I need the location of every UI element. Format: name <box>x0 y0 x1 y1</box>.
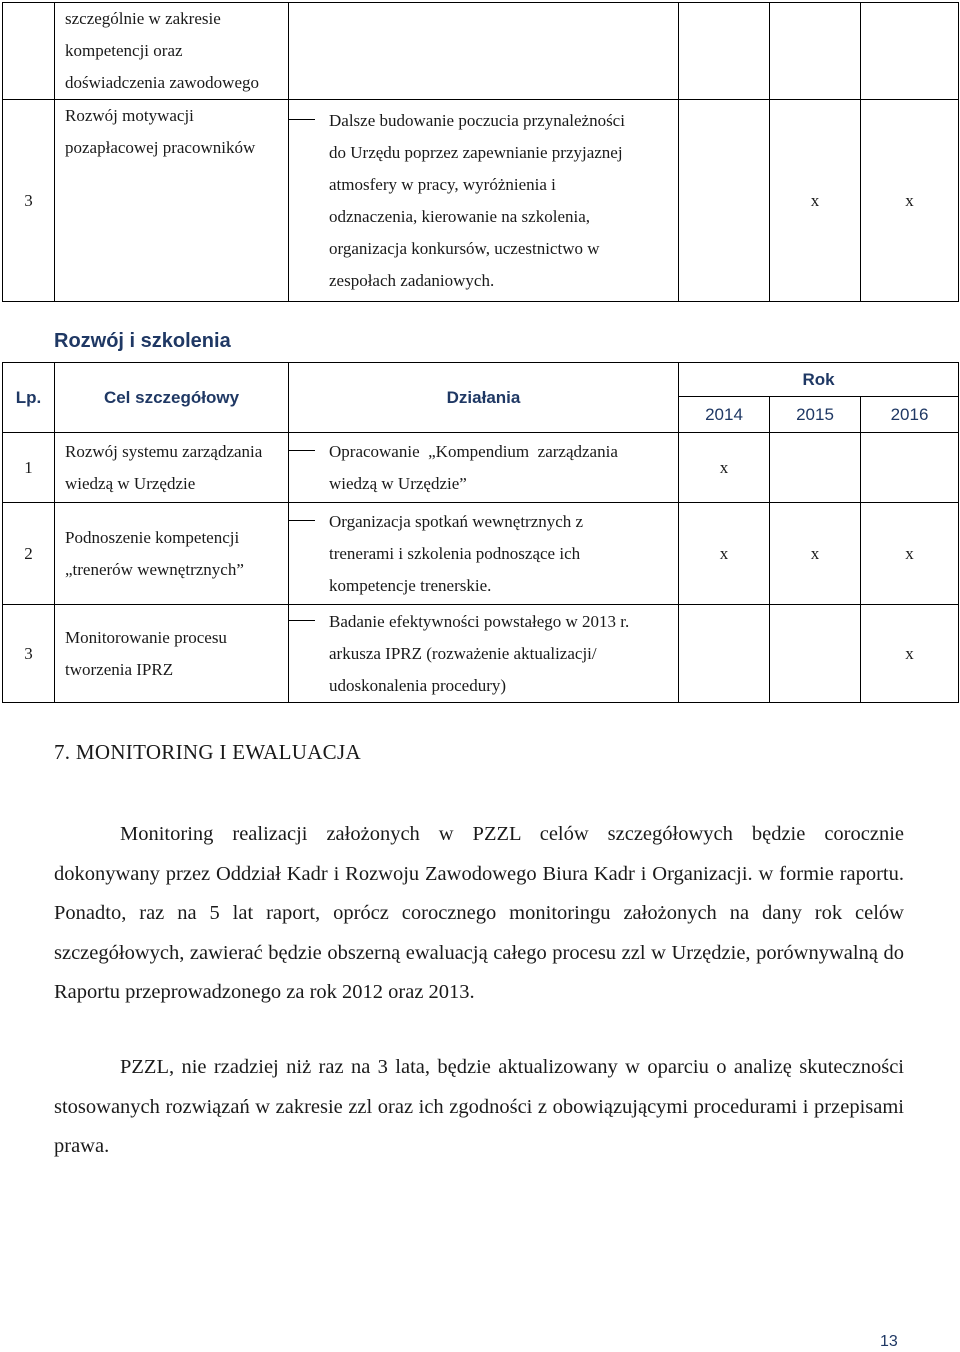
year-mark <box>770 433 861 503</box>
goal-cell <box>55 100 289 302</box>
goal-cell <box>55 433 289 503</box>
paragraph <box>54 1048 904 1167</box>
actions-cell <box>289 100 679 302</box>
paragraph-text: Monitoring realizacji założonych w PZZL celów szczegółowych będzie corocznie dokonywany przez Oddział Kadr i Rozwoju Zawodowego Biura Kadr i Organizacji. w formie raportu. Ponadto, raz na 5 lat raport, oprócz corocznego monitoringu założonych na dany rok celów szczegółowych, zawierać będzie obszerną ewaluacją całego procesu zzl w Urzędzie, porównywalną do Raportu przeprowadzonego za rok 2012 oraz 2013. <box>54 823 904 1003</box>
goal-line: Podnoszenie kompetencji <box>65 527 240 547</box>
year-mark: x <box>770 100 861 302</box>
top-table <box>2 2 959 302</box>
dash-bullet <box>289 436 329 468</box>
action-line: trenerami i szkolenia podnoszące ich <box>329 543 581 563</box>
year-mark <box>861 433 959 503</box>
goal-line: Rozwój systemu zarządzania <box>65 441 263 461</box>
table-row <box>3 433 959 503</box>
year-mark <box>679 605 770 703</box>
actions-header: Działania <box>289 363 679 433</box>
year-group-header: Rok <box>679 363 959 397</box>
year-mark <box>679 100 770 302</box>
goal-cell <box>55 503 289 605</box>
goal-line: Monitorowanie procesu <box>65 627 227 647</box>
goal-cell <box>55 3 289 100</box>
year-header: 2015 <box>770 397 861 433</box>
goal-line: wiedzą w Urzędzie <box>65 473 196 493</box>
goal-cell <box>55 605 289 703</box>
section-heading: Rozwój i szkolenia <box>54 330 231 352</box>
action-line: atmosfery w pracy, wyróżnienia i <box>329 174 556 194</box>
action-line: Badanie efektywności powstałego w 2013 r. <box>329 611 630 631</box>
dash-bullet <box>289 506 329 538</box>
action-line: Dalsze budowanie poczucia przynależności <box>329 110 625 130</box>
monitoring-heading: 7. MONITORING I EWALUACJA <box>54 740 361 764</box>
action-line: arkusza IPRZ (rozważenie aktualizacji/ <box>329 643 597 663</box>
goal-line: pozapłacowej pracowników <box>65 138 256 157</box>
table-row <box>3 100 959 302</box>
year-mark: x <box>861 503 959 605</box>
lp-header: Lp. <box>3 363 55 433</box>
table-row <box>3 503 959 605</box>
year-mark: x <box>861 100 959 302</box>
year-mark: x <box>679 503 770 605</box>
actions-cell <box>289 433 679 503</box>
action-line: Organizacja spotkań wewnętrznych z <box>329 511 584 531</box>
table-row <box>3 605 959 703</box>
table-row <box>3 3 959 100</box>
row-number: 1 <box>3 433 55 503</box>
action-line: kompetencje trenerskie. <box>329 575 492 595</box>
goal-line: „trenerów wewnętrznych” <box>65 559 244 579</box>
development-table <box>2 362 959 703</box>
action-line: wiedzą w Urzędzie” <box>329 473 467 493</box>
year-header: 2014 <box>679 397 770 433</box>
year-mark: x <box>679 433 770 503</box>
year-mark <box>770 605 861 703</box>
action-line: odznaczenia, kierowanie na szkolenia, <box>329 206 591 226</box>
goal-line: tworzenia IPRZ <box>65 659 174 679</box>
actions-cell <box>289 503 679 605</box>
goal-line: kompetencji oraz <box>65 41 183 60</box>
goal-line: doświadczenia zawodowego <box>65 73 260 92</box>
goal-line: szczególnie w zakresie <box>65 9 221 28</box>
action-line: do Urzędu poprzez zapewnianie przyjaznej <box>329 142 623 162</box>
year-mark: x <box>861 605 959 703</box>
action-line: Opracowanie „Kompendium zarządzania <box>329 441 618 461</box>
year-header: 2016 <box>861 397 959 433</box>
action-line: zespołach zadaniowych. <box>329 270 495 290</box>
header-row <box>3 363 959 397</box>
paragraph <box>54 815 904 1013</box>
row-number: 2 <box>3 503 55 605</box>
action-line: udoskonalenia procedury) <box>329 675 507 695</box>
row-number: 3 <box>3 605 55 703</box>
year-mark: x <box>770 503 861 605</box>
dash-bullet <box>289 606 329 638</box>
action-line: organizacja konkursów, uczestnictwo w <box>329 238 600 258</box>
page-number: 13 <box>880 1333 898 1350</box>
goal-header: Cel szczegółowy <box>55 363 289 433</box>
dash-bullet <box>289 105 329 137</box>
actions-cell <box>289 605 679 703</box>
goal-line: Rozwój motywacji <box>65 106 194 125</box>
row-number: 3 <box>3 100 55 302</box>
paragraph-text: PZZL, nie rzadziej niż raz na 3 lata, będzie aktualizowany w oparciu o analizę skuteczności stosowanych rozwiązań w zakresie zzl oraz ich zgodności z obowiązującymi procedurami i przepisami prawa. <box>54 1056 904 1157</box>
